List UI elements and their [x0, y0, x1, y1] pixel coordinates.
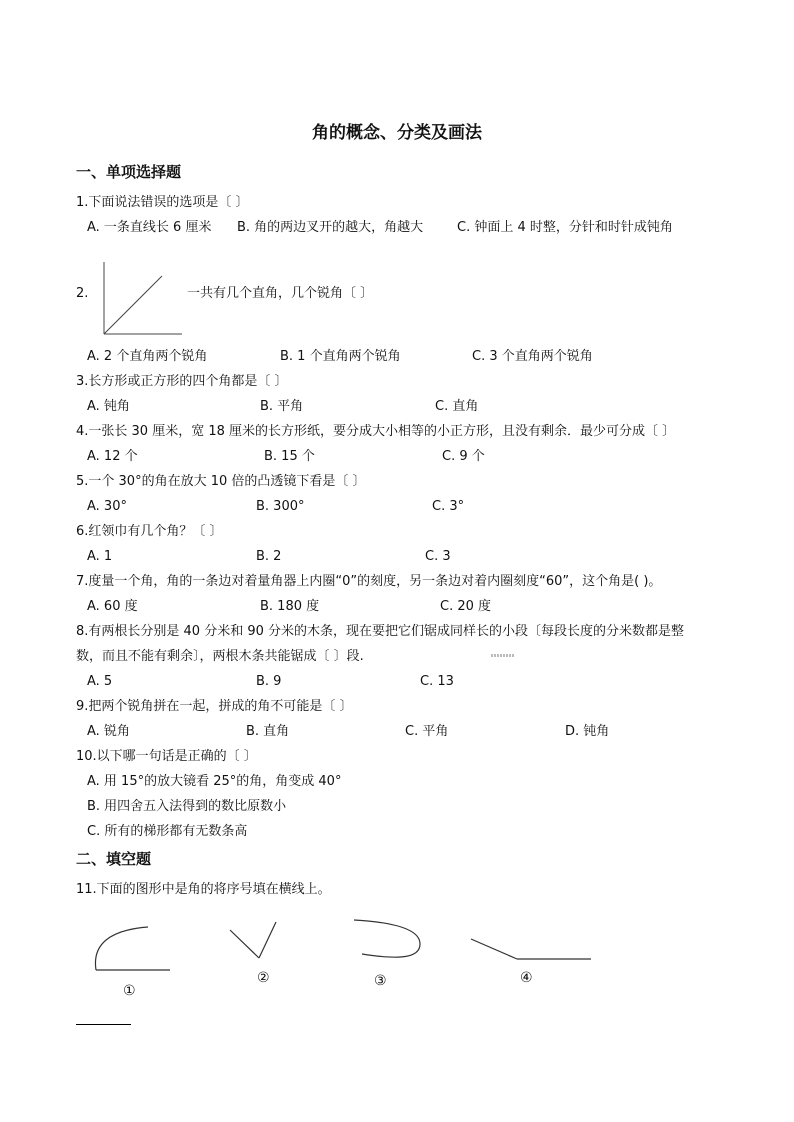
question-1: 1.下面说法错误的选项是〔 〕	[76, 195, 249, 210]
q7-option-a[interactable]: A. 60 度	[87, 599, 138, 614]
q8-option-a[interactable]: A. 5	[87, 674, 113, 689]
question-8-continued: 数，而且不能有剩余〕，两根木条共能锯成〔 〕段.	[76, 649, 364, 664]
angle-figure	[100, 260, 185, 336]
q9-option-d[interactable]: D. 钝角	[565, 724, 610, 739]
shape-2-label: ②	[257, 970, 270, 986]
q3-option-a[interactable]: A. 钝角	[87, 399, 130, 414]
page-title: 角的概念、分类及画法	[312, 123, 482, 143]
shape-4-label: ④	[520, 970, 533, 986]
faint-mark	[491, 654, 515, 657]
question-11: 11.下面的图形中是角的将序号填在横线上。	[76, 882, 331, 897]
shape-2-figure	[228, 920, 280, 962]
q6-option-b[interactable]: B. 2	[256, 549, 282, 564]
q4-option-a[interactable]: A. 12 个	[87, 449, 138, 464]
q6-option-a[interactable]: A. 1	[87, 549, 113, 564]
q2-option-b[interactable]: B. 1 个直角两个锐角	[280, 349, 401, 364]
q10-option-b[interactable]: B. 用四舍五入法得到的数比原数小	[87, 799, 287, 814]
q2-option-c[interactable]: C. 3 个直角两个锐角	[472, 349, 593, 364]
q8-option-b[interactable]: B. 9	[256, 674, 282, 689]
question-10: 10.以下哪一句话是正确的〔 〕	[76, 749, 257, 764]
q6-option-c[interactable]: C. 3	[425, 549, 451, 564]
q3-option-c[interactable]: C. 直角	[435, 399, 479, 414]
question-5: 5.一个 30°的角在放大 10 倍的凸透镜下看是〔 〕	[76, 474, 366, 489]
question-2: 一共有几个直角，几个锐角〔 〕	[187, 286, 374, 301]
section-heading-single-choice: 一、单项选择题	[76, 163, 182, 181]
q2-option-a[interactable]: A. 2 个直角两个锐角	[87, 349, 208, 364]
question-2-number: 2.	[76, 286, 89, 301]
answer-blank-line[interactable]	[76, 1024, 131, 1025]
shape-3-label: ③	[374, 973, 387, 989]
q9-option-b[interactable]: B. 直角	[246, 724, 290, 739]
q4-option-b[interactable]: B. 15 个	[264, 449, 315, 464]
q3-option-b[interactable]: B. 平角	[260, 399, 304, 414]
question-7: 7.度量一个角，角的一条边对着量角器上内圈“0”的刻度，另一条边对着内圈刻度“60”，这个角是( )。	[76, 574, 662, 589]
q7-option-c[interactable]: C. 20 度	[440, 599, 492, 614]
question-4: 4.一张长 30 厘米，宽 18 厘米的长方形纸，要分成大小相等的小正方形，且没有剩余．最少可分成〔 〕	[76, 424, 676, 439]
question-9: 9.把两个锐角拼在一起，拼成的角不可能是〔 〕	[76, 699, 353, 714]
shape-3-figure	[350, 916, 425, 964]
question-3: 3.长方形或正方形的四个角都是〔 〕	[76, 374, 288, 389]
q10-option-a[interactable]: A. 用 15°的放大镜看 25°的角，角变成 40°	[87, 774, 342, 789]
q1-option-b[interactable]: B. 角的两边叉开的越大，角越大	[237, 220, 424, 235]
q7-option-b[interactable]: B. 180 度	[260, 599, 320, 614]
question-8: 8.有两根长分别是 40 分米和 90 分米的木条，现在要把它们锯成同样长的小段〔每段长度的分米数都是整	[76, 624, 685, 639]
q8-option-c[interactable]: C. 13	[420, 674, 454, 689]
q4-option-c[interactable]: C. 9 个	[442, 449, 485, 464]
q1-option-c[interactable]: C. 钟面上 4 时整，分针和时针成钝角	[457, 220, 673, 235]
shape-1-figure	[90, 924, 175, 974]
section-heading-fill-blank: 二、填空题	[76, 850, 152, 868]
q1-option-a[interactable]: A. 一条直线长 6 厘米	[87, 220, 212, 235]
shape-4-figure	[469, 937, 594, 963]
q5-option-a[interactable]: A. 30°	[87, 499, 127, 514]
question-6: 6.红领巾有几个角？〔 〕	[76, 524, 223, 539]
q5-option-b[interactable]: B. 300°	[256, 499, 305, 514]
q10-option-c[interactable]: C. 所有的梯形都有无数条高	[87, 824, 248, 839]
q9-option-a[interactable]: A. 锐角	[87, 724, 130, 739]
q9-option-c[interactable]: C. 平角	[405, 724, 449, 739]
shape-1-label: ①	[123, 983, 136, 999]
q5-option-c[interactable]: C. 3°	[432, 499, 465, 514]
